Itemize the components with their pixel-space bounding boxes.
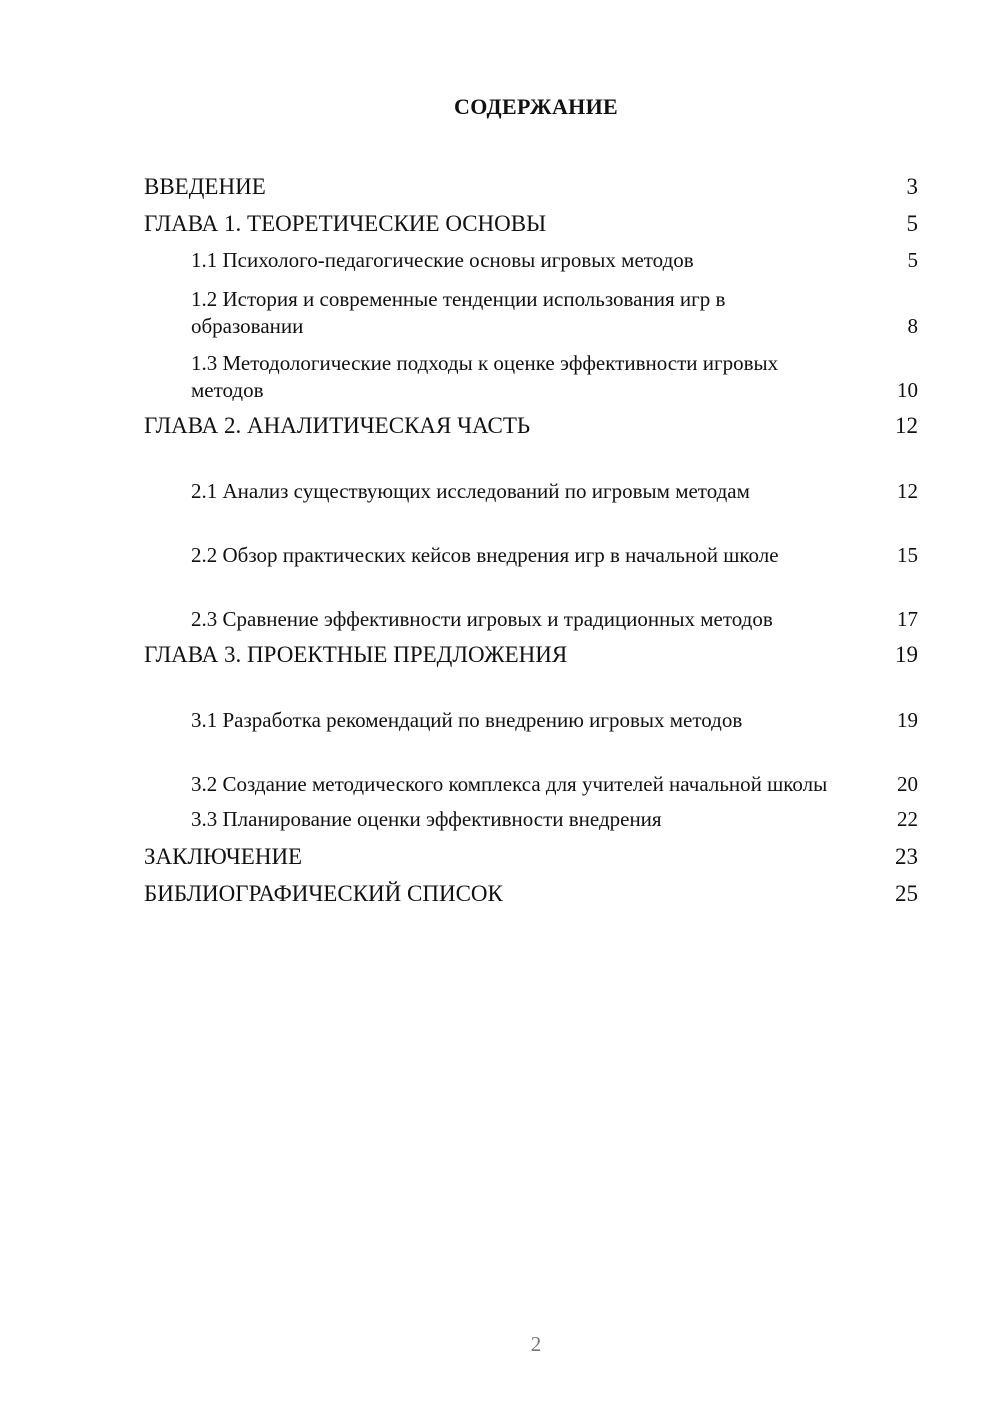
toc-entry-page: 5 (906, 210, 918, 236)
toc-entry-section-2-3 (144, 572, 918, 636)
toc-entry-page: 15 (897, 543, 918, 567)
toc-entry-section-2-1 (144, 444, 918, 508)
toc-entry-section-1-1 (144, 242, 918, 279)
toc-entry-introduction (144, 168, 918, 205)
toc-entry-bibliography (144, 875, 918, 912)
toc-entry-text: ГЛАВА 3. ПРОЕКТНЫЕ ПРЕДЛОЖЕНИЯ (144, 641, 568, 667)
toc-entry-text: 2.1 Анализ существующих исследований по игровым методам (191, 479, 750, 503)
toc-entry-page: 3 (906, 173, 918, 199)
toc-entry-page: 20 (897, 772, 918, 796)
toc-entry-page: 8 (907, 314, 918, 338)
toc-entry-text: ВВЕДЕНИЕ (144, 173, 266, 199)
toc-entry-page: 17 (897, 607, 918, 631)
toc-entry-page: 19 (897, 708, 918, 732)
toc-entry-text: 3.3 Планирование оценки эффективности внедрения (191, 807, 662, 831)
toc-entry-text: 1.2 История и современные тенденции использования игр в образовании (191, 287, 726, 338)
toc-entry-text: 1.1 Психолого-педагогические основы игровых методов (191, 248, 694, 272)
toc-entry-section-3-1 (144, 673, 918, 737)
toc-entry-page: 22 (897, 807, 918, 831)
toc-entry-chapter-3 (144, 636, 918, 673)
toc-entry-conclusion (144, 838, 918, 875)
toc-entry-page: 10 (897, 378, 918, 402)
page-number: 2 (530, 1332, 542, 1356)
toc-entry-page: 12 (897, 479, 918, 503)
toc-entry-page: 12 (895, 412, 918, 438)
toc-entry-text: 2.3 Сравнение эффективности игровых и традиционных методов (191, 607, 773, 631)
toc-entry-chapter-2 (144, 407, 918, 444)
toc-entry-text: 3.1 Разработка рекомендаций по внедрению игровых методов (191, 708, 743, 732)
toc-entry-page: 25 (895, 880, 918, 906)
toc-entry-section-3-3 (144, 801, 918, 838)
toc-entry-text: БИБЛИОГРАФИЧЕСКИЙ СПИСОК (144, 880, 503, 906)
toc-entry-page: 5 (907, 248, 918, 272)
table-of-contents (144, 168, 918, 912)
page-title: СОДЕРЖАНИЕ (454, 94, 618, 119)
toc-entry-text: ГЛАВА 1. ТЕОРЕТИЧЕСКИЕ ОСНОВЫ (144, 210, 547, 236)
toc-entry-section-3-2 (144, 737, 918, 801)
toc-entry-text: 3.2 Создание методического комплекса для учителей начальной школы (191, 772, 828, 796)
toc-entry-text: 2.2 Обзор практических кейсов внедрения игр в начальной школе (191, 543, 779, 567)
toc-entry-text: ГЛАВА 2. АНАЛИТИЧЕСКАЯ ЧАСТЬ (144, 412, 531, 438)
toc-entry-page: 23 (895, 843, 918, 869)
toc-entry-section-1-3 (144, 343, 918, 407)
toc-entry-page: 19 (895, 641, 918, 667)
toc-entry-chapter-1 (144, 205, 918, 242)
toc-entry-section-2-2 (144, 508, 918, 572)
toc-entry-section-1-2 (144, 279, 918, 343)
toc-entry-text: 1.3 Методологические подходы к оценке эффективности игровых методов (191, 351, 779, 402)
toc-entry-text: ЗАКЛЮЧЕНИЕ (144, 843, 303, 869)
